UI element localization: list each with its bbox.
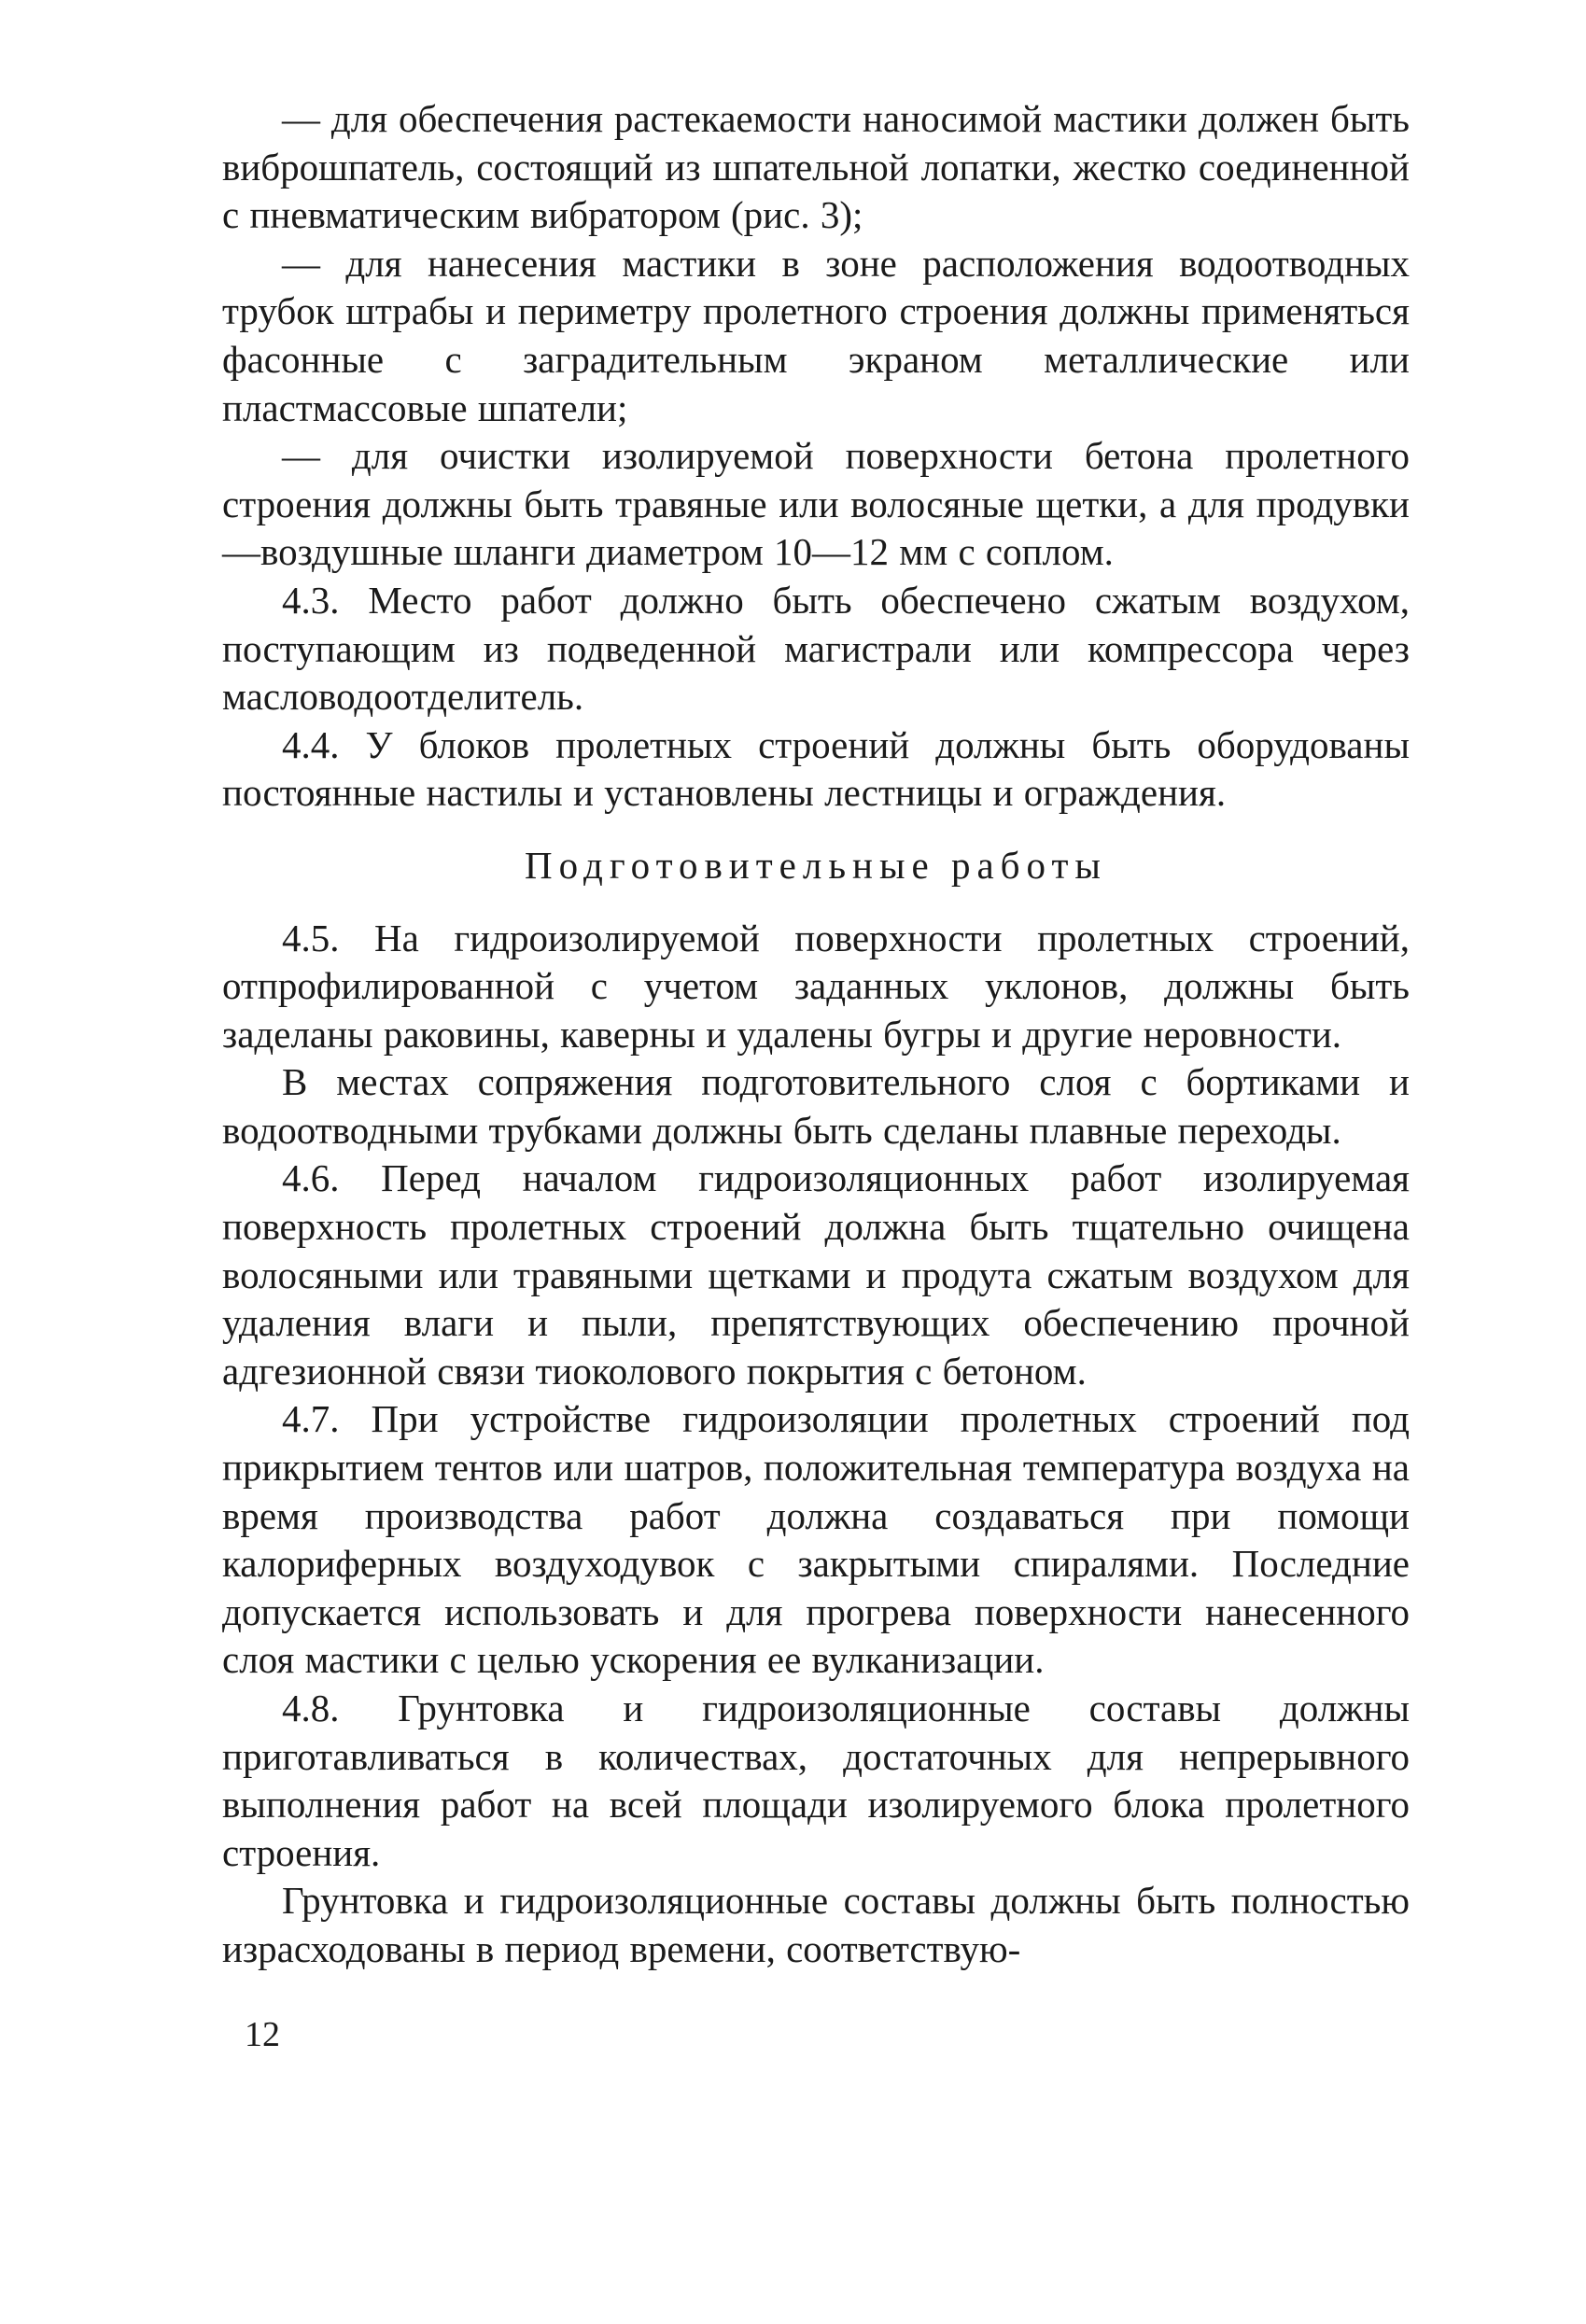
paragraph-4-5: 4.5. На гидроизолируемой поверхности пролетных строений, отпрофилированной с учетом заданных уклонов, должны быть заделаны раковины, каверны и удалены бугры и другие неровности. <box>222 916 1410 1056</box>
paragraph-4-6: 4.6. Перед началом гидроизоляционных работ изолируемая поверхность пролетных строений должна быть тщательно очищена волосяными или травяными щетками и продута сжатым воздухом для удаления влаги и пыли, препятствующих обеспечению прочной адгезионной связи тиоколового покрытия с бетоном. <box>222 1156 1410 1393</box>
paragraph-4-7: 4.7. При устройстве гидроизоляции пролетных строений под прикрытием тентов или шатров, положительная температура воздуха на время производства работ должна создаваться при помощи калориферных воздуходувок с закрытыми спиралями. Последние допускается использовать и для прогрева поверхности нанесенного слоя мастики с целью ускорения ее вулканизации. <box>222 1397 1410 1682</box>
paragraph-4-3: 4.3. Место работ должно быть обеспечено сжатым воздухом, поступающим из подведенной магистрали или компрессора через масловодоотделитель. <box>222 578 1410 719</box>
paragraph-shaped-spatulas: — для нанесения мастики в зоне расположения водоотводных трубок штрабы и периметру пролетного строения должны применяться фасонные с заградительным экраном металлические или пластмассовые шпатели; <box>222 241 1410 429</box>
paragraph-4-4: 4.4. У блоков пролетных строений должны быть оборудованы постоянные настилы и установлены лестницы и ограждения. <box>222 722 1410 815</box>
page-number: 12 <box>245 2015 280 2054</box>
paragraph-transitions: В местах сопряжения подготовительного слоя с бортиками и водоотводными трубками должны быть сделаны плавные переходы. <box>222 1060 1410 1152</box>
paragraph-brushes-hoses: — для очистки изолируемой поверхности бетона пролетного строения должны быть травяные или волосяные щетки, а для продувки—воздушные шланги диаметром 10—12 мм с соплом. <box>222 434 1410 574</box>
paragraph-vibrospatula: — для обеспечения растекаемости наносимой мастики должен быть виброшпатель, состоящий из шпательной лопатки, жестко соединенной с пневматическим вибратором (рис. 3); <box>222 97 1410 237</box>
paragraph-4-8: 4.8. Грунтовка и гидроизоляционные составы должны приготавливаться в количествах, достаточных для непрерывного выполнения работ на всей площади изолируемого блока пролетного строения. <box>222 1687 1410 1874</box>
text-column <box>222 95 1410 1974</box>
paragraph-primer-usage: Грунтовка и гидроизоляционные составы должны быть полностью израсходованы в период времени, соответствую- <box>222 1879 1410 1970</box>
section-heading: Подготовительные работы <box>525 843 1107 887</box>
